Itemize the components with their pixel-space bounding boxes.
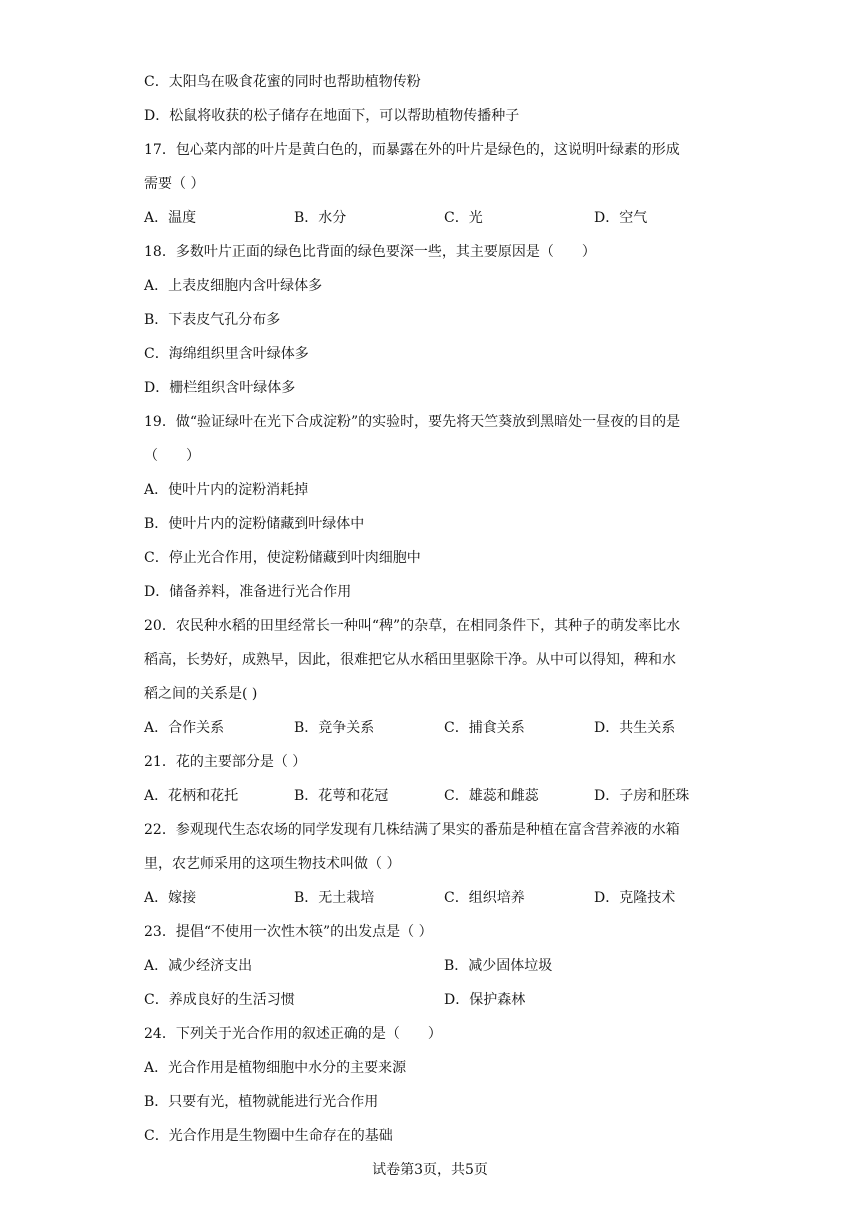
q24-option-c: C．光合作用是生物圈中生命存在的基础 <box>144 1128 393 1144</box>
q19-option-b: B．使叶片内的淀粉储藏到叶绿体中 <box>144 516 365 532</box>
q23-option-a: A．减少经济支出 <box>144 958 253 974</box>
q24-option-b: B．只要有光，植物就能进行光合作用 <box>144 1094 379 1110</box>
q17-option-b: B．水分 <box>294 210 347 226</box>
q21-stem: 21．花的主要部分是（ ） <box>144 754 307 770</box>
q19-stem-line2: （ ） <box>144 448 200 464</box>
q22-option-a: A．嫁接 <box>144 890 197 906</box>
q20-option-a: A．合作关系 <box>144 720 225 736</box>
q23-option-c: C．养成良好的生活习惯 <box>144 992 295 1008</box>
page-footer: 试卷第3页，共5页 <box>372 1162 488 1178</box>
q20-stem-line3: 稻之间的关系是( ) <box>144 686 258 702</box>
q16-option-d: D．松鼠将收获的松子储存在地面下，可以帮助植物传播种子 <box>144 108 520 124</box>
q17-option-a: A．温度 <box>144 210 197 226</box>
q20-option-b: B．竞争关系 <box>294 720 375 736</box>
q19-option-d: D．储备养料，准备进行光合作用 <box>144 584 352 600</box>
q22-stem-line1: 22．参观现代生态农场的同学发现有几株结满了果实的番茄是种植在富含营养液的水箱 <box>144 822 680 838</box>
q21-option-b: B．花萼和花冠 <box>294 788 389 804</box>
q17-option-d: D．空气 <box>594 210 648 226</box>
q21-option-d: D．子房和胚珠 <box>594 788 690 804</box>
q20-stem-line1: 20．农民种水稻的田里经常长一种叫“稗”的杂草，在相同条件下，其种子的萌发率比水 <box>144 618 681 634</box>
q19-option-a: A．使叶片内的淀粉消耗掉 <box>144 482 309 498</box>
q22-stem-line2: 里，农艺师采用的这项生物技术叫做（ ） <box>144 856 401 872</box>
q17-stem-line2: 需要（ ） <box>144 176 205 192</box>
q18-option-b: B．下表皮气孔分布多 <box>144 312 281 328</box>
q24-option-a: A．光合作用是植物细胞中水分的主要来源 <box>144 1060 407 1076</box>
q20-stem-line2: 稻高，长势好，成熟早，因此，很难把它从水稻田里驱除干净。从中可以得知，稗和水 <box>144 652 676 668</box>
q22-option-b: B．无土栽培 <box>294 890 375 906</box>
q18-option-c: C．海绵组织里含叶绿体多 <box>144 346 309 362</box>
q22-option-d: D．克隆技术 <box>594 890 676 906</box>
q17-option-c: C．光 <box>444 210 483 226</box>
q17-stem-line1: 17．包心菜内部的叶片是黄白色的，而暴露在外的叶片是绿色的，这说明叶绿素的形成 <box>144 142 680 158</box>
q21-option-a: A．花柄和花托 <box>144 788 239 804</box>
q19-option-c: C．停止光合作用，使淀粉储藏到叶肉细胞中 <box>144 550 421 566</box>
q18-option-a: A．上表皮细胞内含叶绿体多 <box>144 278 323 294</box>
q20-option-c: C．捕食关系 <box>444 720 525 736</box>
q21-option-c: C．雄蕊和雌蕊 <box>444 788 539 804</box>
q18-option-d: D．栅栏组织含叶绿体多 <box>144 380 296 396</box>
q23-option-d: D．保护森林 <box>444 992 526 1008</box>
q24-stem: 24．下列关于光合作用的叙述正确的是（ ） <box>144 1026 442 1042</box>
q18-stem: 18．多数叶片正面的绿色比背面的绿色要深一些，其主要原因是（ ） <box>144 244 596 260</box>
q23-option-b: B．减少固体垃圾 <box>444 958 553 974</box>
q16-option-c: C．太阳鸟在吸食花蜜的同时也帮助植物传粉 <box>144 74 421 90</box>
q20-option-d: D．共生关系 <box>594 720 676 736</box>
q22-option-c: C．组织培养 <box>444 890 525 906</box>
q19-stem-line1: 19．做“验证绿叶在光下合成淀粉”的实验时，要先将天竺葵放到黑暗处一昼夜的目的是 <box>144 414 681 430</box>
q23-stem: 23．提倡“不使用一次性木筷”的出发点是（ ） <box>144 924 433 940</box>
